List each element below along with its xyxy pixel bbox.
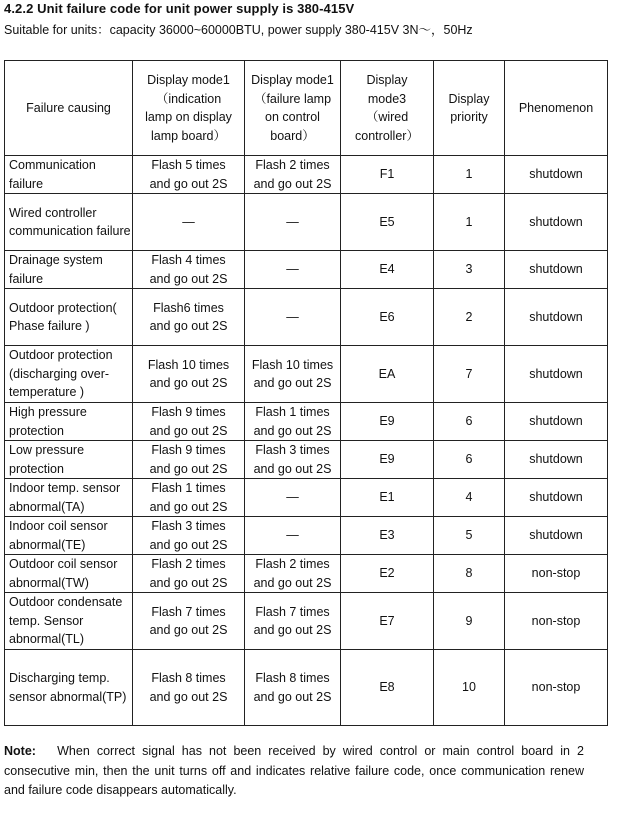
cell-failure-causing: Communication failure (5, 156, 133, 194)
cell-display-priority: 2 (434, 289, 505, 346)
cell-display-mode1-lamp: Flash 3 times and go out 2S (133, 517, 245, 555)
cell-phenomenon: shutdown (505, 194, 608, 251)
table-row (5, 593, 608, 650)
table-row (5, 403, 608, 441)
table-row (5, 194, 608, 251)
cell-display-priority: 7 (434, 346, 505, 403)
cell-display-mode1-control: Flash 10 times and go out 2S (245, 346, 341, 403)
cell-display-priority: 9 (434, 593, 505, 650)
cell-display-priority: 8 (434, 555, 505, 593)
cell-display-mode1-lamp: Flash 8 times and go out 2S (133, 650, 245, 726)
table-row (5, 517, 608, 555)
cell-failure-causing: Drainage system failure (5, 251, 133, 289)
cell-display-mode3: F1 (341, 156, 434, 194)
cell-phenomenon: shutdown (505, 441, 608, 479)
cell-phenomenon: shutdown (505, 403, 608, 441)
cell-display-mode1-lamp: Flash 1 times and go out 2S (133, 479, 245, 517)
table-row (5, 479, 608, 517)
cell-failure-causing: Indoor temp. sensor abnormal(TA) (5, 479, 133, 517)
cell-display-mode1-control: — (245, 517, 341, 555)
cell-failure-causing: Outdoor protection (discharging over-temperature ) (5, 346, 133, 403)
cell-phenomenon: shutdown (505, 289, 608, 346)
cell-display-mode1-control: — (245, 289, 341, 346)
cell-phenomenon: non-stop (505, 650, 608, 726)
header-phenomenon: Phenomenon (505, 61, 608, 156)
header-display-mode1-lamp-board: Display mode1 （indication lamp on display lamp board） (133, 61, 245, 156)
cell-display-mode3: EA (341, 346, 434, 403)
table-header-row (5, 61, 608, 156)
cell-phenomenon: shutdown (505, 251, 608, 289)
cell-failure-causing: Outdoor protection( Phase failure ) (5, 289, 133, 346)
section-subtitle: Suitable for units：capacity 36000~60000BTU, power supply 380-415V 3N～，50Hz (4, 23, 473, 37)
cell-display-mode1-lamp: Flash 2 times and go out 2S (133, 555, 245, 593)
cell-phenomenon: non-stop (505, 555, 608, 593)
cell-display-priority: 10 (434, 650, 505, 726)
table-row (5, 555, 608, 593)
section-title: 4.2.2 Unit failure code for unit power supply is 380-415V (4, 1, 355, 16)
cell-display-mode1-control: — (245, 479, 341, 517)
cell-phenomenon: shutdown (505, 479, 608, 517)
cell-display-mode3: E6 (341, 289, 434, 346)
cell-display-mode1-control: Flash 2 times and go out 2S (245, 555, 341, 593)
cell-display-mode3: E9 (341, 403, 434, 441)
cell-display-mode1-lamp: Flash 10 times and go out 2S (133, 346, 245, 403)
table-row (5, 346, 608, 403)
failure-code-table (4, 60, 608, 726)
cell-display-priority: 1 (434, 194, 505, 251)
cell-failure-causing: Indoor coil sensor abnormal(TE) (5, 517, 133, 555)
table-row (5, 251, 608, 289)
cell-failure-causing: Discharging temp. sensor abnormal(TP) (5, 650, 133, 726)
header-display-mode1-control-board: Display mode1 （failure lamp on control board） (245, 61, 341, 156)
table-row (5, 289, 608, 346)
note-text: When correct signal has not been received by wired control or main control board in 2 consecutive min, then the unit turns off and indicates relative failure code, once communication renew and failure code disappears automatically. (4, 744, 584, 797)
cell-phenomenon: shutdown (505, 346, 608, 403)
note-paragraph (4, 742, 584, 801)
cell-display-mode3: E4 (341, 251, 434, 289)
note-label: Note: (4, 744, 36, 758)
cell-display-mode1-control: — (245, 251, 341, 289)
cell-display-mode1-control: Flash 7 times and go out 2S (245, 593, 341, 650)
header-display-mode3: Display mode3 （wired controller） (341, 61, 434, 156)
cell-failure-causing: Wired controller communication failure (5, 194, 133, 251)
cell-display-mode3: E3 (341, 517, 434, 555)
header-display-priority: Display priority (434, 61, 505, 156)
cell-phenomenon: non-stop (505, 593, 608, 650)
cell-display-priority: 1 (434, 156, 505, 194)
cell-display-mode1-control: — (245, 194, 341, 251)
cell-failure-causing: Low pressure protection (5, 441, 133, 479)
cell-display-priority: 4 (434, 479, 505, 517)
header-failure-causing: Failure causing (5, 61, 133, 156)
cell-display-priority: 6 (434, 403, 505, 441)
cell-display-mode3: E2 (341, 555, 434, 593)
cell-display-mode1-control: Flash 2 times and go out 2S (245, 156, 341, 194)
cell-phenomenon: shutdown (505, 517, 608, 555)
cell-display-mode1-control: Flash 8 times and go out 2S (245, 650, 341, 726)
cell-display-mode1-lamp: Flash 4 times and go out 2S (133, 251, 245, 289)
cell-failure-causing: High pressure protection (5, 403, 133, 441)
cell-display-mode3: E1 (341, 479, 434, 517)
cell-display-mode1-lamp: Flash6 times and go out 2S (133, 289, 245, 346)
cell-failure-causing: Outdoor coil sensor abnormal(TW) (5, 555, 133, 593)
cell-display-mode1-lamp: Flash 7 times and go out 2S (133, 593, 245, 650)
table-row (5, 650, 608, 726)
cell-display-mode3: E9 (341, 441, 434, 479)
table-row (5, 156, 608, 194)
cell-phenomenon: shutdown (505, 156, 608, 194)
cell-display-mode1-lamp: Flash 9 times and go out 2S (133, 403, 245, 441)
cell-display-mode1-control: Flash 3 times and go out 2S (245, 441, 341, 479)
cell-display-mode1-lamp: — (133, 194, 245, 251)
cell-display-priority: 5 (434, 517, 505, 555)
cell-display-mode3: E8 (341, 650, 434, 726)
cell-failure-causing: Outdoor condensate temp. Sensor abnormal(TL) (5, 593, 133, 650)
cell-display-mode3: E5 (341, 194, 434, 251)
cell-display-mode1-control: Flash 1 times and go out 2S (245, 403, 341, 441)
table-row (5, 441, 608, 479)
cell-display-priority: 6 (434, 441, 505, 479)
cell-display-mode1-lamp: Flash 9 times and go out 2S (133, 441, 245, 479)
cell-display-mode3: E7 (341, 593, 434, 650)
cell-display-mode1-lamp: Flash 5 times and go out 2S (133, 156, 245, 194)
cell-display-priority: 3 (434, 251, 505, 289)
